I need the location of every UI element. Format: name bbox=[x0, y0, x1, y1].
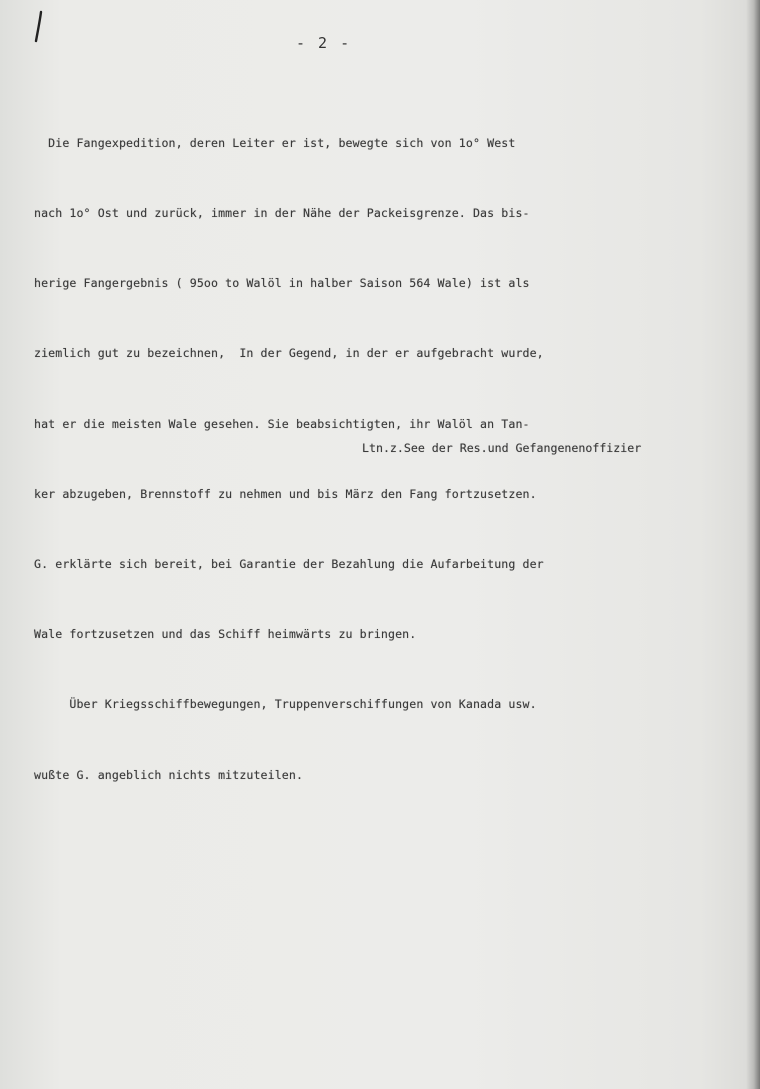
body-line: ker abzugeben, Brennstoff zu nehmen und bis März den Fang fortzusetzen. bbox=[34, 486, 537, 501]
body-line: Wale fortzusetzen und das Schiff heimwärts zu bringen. bbox=[34, 627, 417, 642]
body-line: ziemlich gut zu bezeichnen, In der Gegend, in der er aufgebracht wurde, bbox=[34, 346, 544, 361]
body-line: wußte G. angeblich nichts mitzuteilen. bbox=[34, 767, 304, 782]
handwritten-mark bbox=[32, 10, 46, 44]
page-number: - 2 - bbox=[296, 34, 352, 52]
body-line: Über Kriegsschiffbewegungen, Truppenverschiffungen von Kanada usw. bbox=[34, 697, 537, 712]
body-line: G. erklärte sich bereit, bei Garantie der Bezahlung die Aufarbeitung der bbox=[34, 557, 544, 572]
body-line: hat er die meisten Wale gesehen. Sie beabsichtigten, ihr Walöl an Tan- bbox=[34, 416, 530, 431]
page-edge-shadow bbox=[746, 0, 760, 1089]
body-line: herige Fangergebnis ( 95oo to Walöl in halber Saison 564 Wale) ist als bbox=[34, 276, 530, 291]
body-line: Die Fangexpedition, deren Leiter er ist, bewegte sich von 1o° West bbox=[34, 135, 516, 150]
body-paragraph bbox=[34, 85, 744, 834]
body-line: nach 1o° Ost und zurück, immer in der Nähe der Packeisgrenze. Das bis- bbox=[34, 206, 530, 221]
signature-line: Ltn.z.See der Res.und Gefangenenoffizier bbox=[362, 441, 642, 455]
